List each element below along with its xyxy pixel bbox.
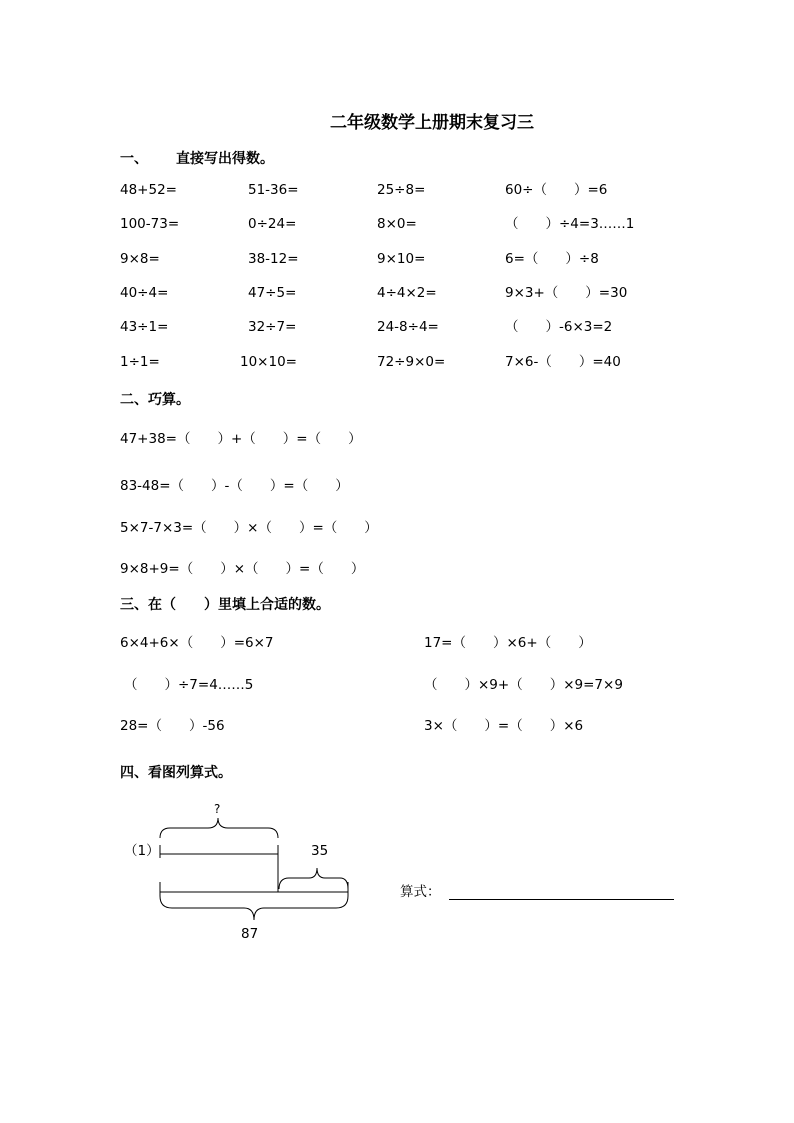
fill-2-1: （ ）÷7=4……5 [124, 677, 254, 693]
problem-1-4: 60÷（ ）=6 [505, 182, 608, 198]
formula-label: 算式： [400, 884, 441, 900]
clever-4: 9×8+9=（ ）×（ ）=（ ） [120, 561, 365, 577]
problem-4-4: 9×3+（ ）=30 [505, 285, 628, 301]
section-4-heading: 四、看图列算式。 [120, 765, 232, 781]
problem-6-1: 1÷1= [120, 354, 160, 370]
problem-1-2: 51-36= [248, 182, 299, 198]
fill-1-2: 17=（ ）×6+（ ） [424, 635, 592, 651]
problem-4-3: 4÷4×2= [377, 285, 437, 301]
problem-3-4: 6=（ ）÷8 [505, 251, 599, 267]
section-1-number: 一、 [120, 151, 148, 167]
problem-2-3: 8×0= [377, 216, 417, 232]
problem-2-2: 0÷24= [248, 216, 297, 232]
bottom-brace [160, 896, 348, 920]
section-3-heading: 三、在（ ）里填上合适的数。 [120, 597, 330, 613]
problem-1-3: 25÷8= [377, 182, 426, 198]
problem-5-2: 32÷7= [248, 319, 297, 335]
problem-6-3: 72÷9×0= [377, 354, 446, 370]
problem-3-1: 9×8= [120, 251, 160, 267]
section-2-heading: 二、巧算。 [120, 392, 190, 408]
bottom-total-label: 87 [241, 926, 259, 942]
top-brace [160, 818, 278, 838]
clever-2: 83-48=（ ）-（ ）=（ ） [120, 478, 349, 494]
clever-1: 47+38=（ ）+（ ）=（ ） [120, 431, 362, 447]
formula-answer-line[interactable] [449, 899, 674, 900]
problem-5-1: 43÷1= [120, 319, 169, 335]
problem-6-2: 10×10= [240, 354, 297, 370]
problem-4-2: 47÷5= [248, 285, 297, 301]
problem-3-2: 38-12= [248, 251, 299, 267]
top-question-label: ? [214, 802, 221, 816]
fill-2-2: （ ）×9+（ ）×9=7×9 [424, 677, 623, 693]
problem-5-3: 24-8÷4= [377, 319, 439, 335]
problem-3-3: 9×10= [377, 251, 426, 267]
fill-3-2: 3×（ ）=（ ）×6 [424, 718, 584, 734]
problem-5-4: （ ）-6×3=2 [505, 319, 613, 335]
problem-1-1: 48+52= [120, 182, 177, 198]
right-value-label: 35 [311, 843, 329, 859]
section-1-heading: 直接写出得数。 [176, 151, 274, 167]
problem-2-4: （ ）÷4=3……1 [505, 216, 635, 232]
fill-1-1: 6×4+6×（ ）=6×7 [120, 635, 274, 651]
problem-6-4: 7×6-（ ）=40 [505, 354, 621, 370]
item-1-label: （1） [124, 843, 160, 859]
fill-3-1: 28=（ ）-56 [120, 718, 225, 734]
problem-4-1: 40÷4= [120, 285, 169, 301]
right-brace [279, 868, 348, 889]
problem-2-1: 100-73= [120, 216, 180, 232]
clever-3: 5×7-7×3=（ ）×（ ）=（ ） [120, 520, 378, 536]
page-title: 二年级数学上册期末复习三 [330, 113, 534, 133]
